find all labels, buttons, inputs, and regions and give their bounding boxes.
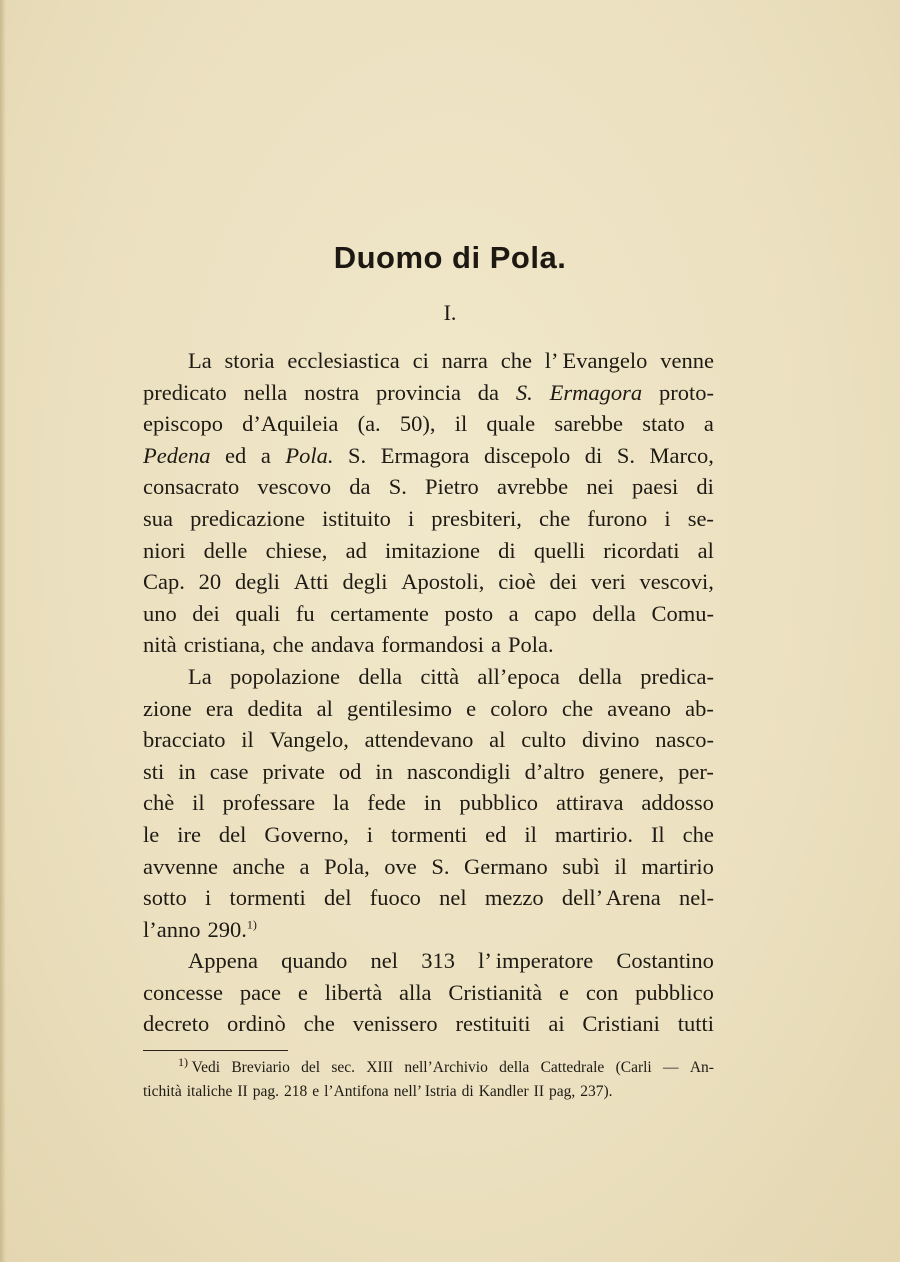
word: ordinò (227, 1011, 286, 1037)
word: che (538, 505, 571, 531)
word: Governo, (264, 821, 349, 847)
word: predicazione (190, 505, 306, 531)
word: quali (235, 600, 281, 626)
text-line (143, 377, 714, 409)
word: uno (143, 600, 177, 626)
word: che (500, 348, 532, 373)
word: i (366, 821, 373, 847)
footnote-line (143, 1080, 714, 1104)
word: sarebbe (554, 411, 624, 437)
word: in (423, 790, 442, 816)
word: ire (177, 821, 201, 847)
text-line (143, 440, 714, 472)
word: proto- (658, 379, 714, 405)
word: ecclesiastica (287, 348, 400, 373)
word: il (192, 790, 205, 816)
word: tormenti (390, 821, 468, 847)
word: a (508, 600, 519, 626)
word: venne (660, 348, 714, 373)
word: restituiti (455, 1011, 531, 1037)
word: dedita (247, 695, 303, 721)
word: professare (222, 790, 316, 816)
text-line (143, 724, 714, 756)
word: nostra (304, 379, 360, 405)
word: Vangelo, (269, 727, 349, 753)
word: ed (485, 821, 507, 847)
page-title: Duomo di Pola. (333, 240, 567, 275)
footnote-word: $^{1)}$ Vedi (178, 1054, 221, 1076)
word: a (260, 442, 271, 468)
word: a (299, 853, 310, 879)
word: consacrato (143, 474, 240, 500)
word: e (297, 979, 308, 1005)
word: avvenne (143, 853, 218, 879)
word: della (578, 663, 622, 689)
text-line (143, 977, 714, 1009)
word: certamente (330, 600, 429, 626)
word: con (585, 979, 619, 1005)
word: la (333, 790, 350, 816)
word: aveano (607, 695, 671, 721)
footnote-word: e (312, 1083, 320, 1100)
word: chiese, (265, 537, 328, 563)
word: l’ Evangelo (544, 348, 648, 373)
word: furono (587, 505, 648, 531)
word: episcopo (143, 411, 223, 437)
word: case (209, 758, 249, 784)
word: da (349, 474, 371, 500)
footnote-word: sec. (331, 1059, 356, 1076)
word: città (420, 663, 460, 689)
word: S. (348, 442, 367, 468)
footnotes (143, 1054, 714, 1104)
text-line (143, 566, 714, 598)
word: od (338, 758, 362, 784)
word: S. (431, 853, 450, 879)
word: bracciato (143, 727, 226, 753)
word: per- (678, 758, 714, 784)
word: d’altro (524, 758, 585, 784)
word: concesse (143, 979, 223, 1005)
word: sotto (143, 885, 187, 911)
word: fu (295, 600, 315, 626)
word: provincia (375, 379, 461, 405)
word: cristiana, (183, 632, 266, 658)
word: formandosi (381, 632, 485, 658)
word: zione (143, 695, 192, 721)
word: addosso (641, 790, 714, 816)
footnote-reference: 1) (246, 917, 257, 932)
word: narra (441, 348, 488, 373)
word: degli (234, 569, 280, 595)
word: La (188, 348, 212, 373)
word: Pedena (143, 442, 211, 468)
footnote-rule (143, 1050, 288, 1051)
word: S. (616, 442, 635, 468)
word: storia (224, 348, 275, 373)
word: i (407, 505, 415, 531)
word: Il (650, 821, 665, 847)
word: di (584, 442, 603, 468)
text-line (143, 535, 714, 567)
text-line (143, 345, 714, 377)
word: avrebbe (496, 474, 569, 500)
word: Atti (293, 569, 329, 595)
footnote-word: del (301, 1059, 321, 1076)
section-number: I. (443, 300, 457, 325)
word: niori (143, 537, 186, 563)
word: martirio. (554, 821, 633, 847)
footnote-word: II (533, 1083, 544, 1100)
word: nel- (679, 885, 714, 911)
footnote-word: di (461, 1083, 474, 1100)
word: ricordati (603, 537, 680, 563)
word: l’ imperatore (478, 948, 594, 974)
word: pubblico (459, 790, 539, 816)
text-line (143, 787, 714, 819)
footnote-word: pag. (252, 1083, 279, 1100)
word: Apostoli, (401, 569, 485, 595)
word: S. (515, 379, 533, 405)
word: al (316, 695, 333, 721)
word: quando (281, 948, 348, 974)
word: il (614, 853, 627, 879)
word: tutti (677, 1011, 714, 1037)
word: venissero (352, 1011, 438, 1037)
word: La (188, 663, 212, 689)
word: fuoco (369, 885, 421, 911)
text-line (143, 693, 714, 725)
word: che (561, 695, 594, 721)
word: coloro (490, 695, 548, 721)
footnote-word: pag, (548, 1083, 576, 1100)
word: del (218, 821, 247, 847)
word: dei (192, 600, 220, 626)
footnote-word: Kandler (478, 1083, 529, 1100)
word: capo (534, 600, 577, 626)
word: Cap. (143, 569, 185, 595)
text-line (143, 756, 714, 788)
word: ove (384, 853, 417, 879)
word: era (205, 695, 234, 721)
word: le (143, 821, 160, 847)
footnote-word: 237). (580, 1083, 613, 1100)
footnote-word: tichità (143, 1083, 182, 1100)
word: in (178, 758, 196, 784)
word: che (272, 632, 304, 658)
word: Marco, (649, 442, 714, 468)
footnote-word: An- (689, 1059, 714, 1076)
text-line (143, 851, 714, 883)
word: degli (342, 569, 388, 595)
word: quelli (533, 537, 586, 563)
word: fede (367, 790, 406, 816)
word: S. (388, 474, 407, 500)
word: posto (444, 600, 494, 626)
word: e (558, 979, 569, 1005)
word: ed (225, 442, 247, 468)
word: al (489, 727, 506, 753)
word: libertà (324, 979, 383, 1005)
word: i (205, 885, 212, 911)
word: il (524, 821, 537, 847)
word: che (682, 821, 714, 847)
word: Ermagora (549, 379, 643, 405)
word: decreto (143, 1011, 210, 1037)
text-line (143, 598, 714, 630)
word: martirio (641, 853, 714, 879)
footnote-word: nell’Archivio (404, 1059, 488, 1076)
footnote-word: Cattedrale (540, 1059, 605, 1076)
word: istituito (322, 505, 391, 531)
word: nascondigli (406, 758, 511, 784)
word: popolazione (230, 663, 341, 689)
word: alla (399, 979, 432, 1005)
footnote-word: II (237, 1083, 248, 1100)
footnote-line (178, 1056, 714, 1080)
word: pubblico (635, 979, 714, 1005)
word: il (241, 727, 254, 753)
word: Cristiani (582, 1011, 660, 1037)
word: subì (562, 853, 600, 879)
footnote-word: — (663, 1059, 679, 1076)
text-line (143, 629, 714, 661)
text-line (143, 882, 714, 914)
word: divino (581, 727, 640, 753)
word: ab- (685, 695, 714, 721)
word: di (498, 537, 516, 563)
word: in (375, 758, 393, 784)
word: nel (370, 948, 399, 974)
footnote-word: l’Antifona (324, 1083, 389, 1100)
word: vescovi, (639, 569, 714, 595)
word: paesi (631, 474, 679, 500)
word: private (262, 758, 325, 784)
word: predicato (143, 379, 227, 405)
word: d’Aquileia (242, 411, 339, 437)
word: Cristianità (448, 979, 543, 1005)
word: 20 (198, 569, 222, 595)
word: 290.$^{1)}$ (207, 916, 257, 942)
word: del (323, 885, 352, 911)
word: se- (687, 505, 714, 531)
word: andava (310, 632, 375, 658)
footnote-word: XIII (366, 1059, 394, 1076)
word: veri (590, 569, 626, 595)
word: Germano (464, 853, 548, 879)
footnote-word: 218 (283, 1083, 308, 1100)
word: predica- (640, 663, 714, 689)
word: nasco- (655, 727, 714, 753)
word: della (592, 600, 636, 626)
word: 313 (421, 948, 455, 974)
word: i (664, 505, 671, 531)
word: Pola. (508, 632, 554, 658)
word: delle (203, 537, 248, 563)
word: Pietro (425, 474, 479, 500)
footnote-word: della (499, 1059, 530, 1076)
word: da (477, 379, 500, 405)
footnote-word: italiche (186, 1083, 233, 1100)
word: tormenti (229, 885, 306, 911)
word: che (303, 1011, 335, 1037)
word: della (358, 663, 403, 689)
word: ad (345, 537, 367, 563)
word: a (703, 411, 714, 437)
word: imitazione (385, 537, 480, 563)
text-line (143, 914, 714, 946)
word: nità (143, 632, 177, 658)
text-line (143, 503, 714, 535)
word: genere, (598, 758, 665, 784)
word: discepolo (483, 442, 571, 468)
word: ai (548, 1011, 565, 1037)
word: all’epoca (477, 663, 560, 689)
footnote-word: Breviario (231, 1059, 290, 1076)
word: nel (439, 885, 467, 911)
word: Costantino (616, 948, 714, 974)
word: Ermagora (380, 442, 470, 468)
word: quale (486, 411, 536, 437)
word: pace (239, 979, 282, 1005)
word: dei (549, 569, 577, 595)
word: presbiteri, (431, 505, 522, 531)
word: attirava (556, 790, 624, 816)
word: Comu- (651, 600, 714, 626)
word: e (466, 695, 477, 721)
word: nella (243, 379, 288, 405)
word: nei (586, 474, 614, 500)
word: gentilesimo (347, 695, 452, 721)
word: l’anno (143, 916, 201, 942)
footnote-marker: 1) (178, 1054, 188, 1069)
word: al (697, 537, 714, 563)
word: stato (642, 411, 685, 437)
word: chè (143, 790, 175, 816)
word: (a. (357, 411, 381, 437)
text-line (143, 819, 714, 851)
body-text (143, 345, 714, 1040)
text-line (143, 471, 714, 503)
word: culto (521, 727, 567, 753)
word: a (491, 632, 502, 658)
word: di (696, 474, 714, 500)
word: ci (412, 348, 429, 373)
word: mezzo (484, 885, 544, 911)
word: Pola, (324, 853, 370, 879)
word: sua (143, 505, 173, 531)
word: dell’ Arena (561, 885, 661, 911)
word: cioè (498, 569, 536, 595)
word: vescovo (257, 474, 332, 500)
word: sti (143, 758, 165, 784)
word: 50), (399, 411, 436, 437)
footnote-word: (Carli (615, 1059, 652, 1076)
word: Pola. (285, 442, 334, 468)
word: anche (232, 853, 285, 879)
text-line (143, 408, 714, 440)
page-edge (0, 0, 6, 1262)
text-line (143, 661, 714, 693)
text-line (143, 945, 714, 977)
footnote-word: nell’ Istria (393, 1083, 457, 1100)
word: il (454, 411, 468, 437)
word: Appena (188, 948, 258, 974)
text-line (143, 1008, 714, 1040)
word: attendevano (364, 727, 474, 753)
